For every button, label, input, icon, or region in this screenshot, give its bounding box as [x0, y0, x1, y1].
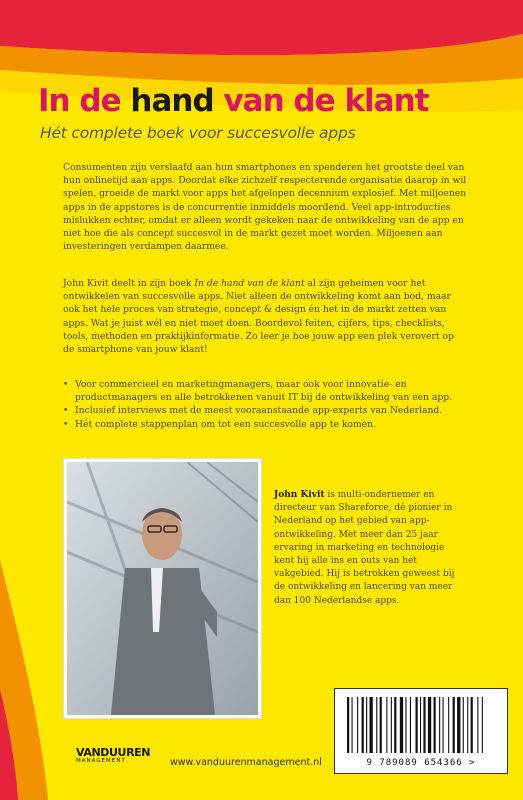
- list-item: • Voor commercieel en marketingmanagers, maar ook voor innovatie- en productmanagers en alle betrokkenen vanuit IT bij de ontwikkeling van een app.: [63, 378, 483, 404]
- publisher-logo: VANDUUREN MANAGEMENT: [76, 746, 151, 764]
- author-bio: John Kivit is multi-ondernemer en directeur van Shareforce, dé pionier in Nederland op het gebied van app-ontwikkeling. Met meer dan 25 jaar ervaring in marketing en technologie kent hij alle ins en outs van het vakgebied. Hij is betrokken geweest bij de ontwikkeling en lancering van meer dan 100 Nederlandse apps.: [274, 490, 455, 606]
- feature-list: [63, 378, 483, 431]
- publisher-website: www.vanduurenmanagement.nl: [170, 757, 322, 768]
- book-title: In de hand van de klant: [38, 83, 429, 119]
- author-paragraph: John Kivit deelt in zijn boek In de hand van de klant al zijn geheimen voor het ontwikkelen van succesvolle apps. Niet alleen de ontwikkeling komt aan bod, maar ook het hele proces van strategie, concept & design én het in de markt zetten van apps. Wat je juist wél en niet moet doen. Boordevol feiten, cijfers, tips, checklists, tools, methoden en praktijkinformatie. Zo leer je hoe jouw app een plek verovert op de smartphone van jouw klant!: [63, 278, 454, 356]
- list-item: • Hét complete stappenplan om tot een succesvolle app te komen.: [63, 418, 483, 431]
- author-photo: [63, 458, 262, 719]
- list-item: • Inclusief interviews met de meest vooraanstaande app-experts van Nederland.: [63, 404, 483, 417]
- isbn-barcode: [334, 688, 508, 774]
- book-subtitle: Hét complete boek voor succesvolle apps: [40, 124, 356, 142]
- isbn-number: 9 789089 654366 >: [366, 758, 476, 768]
- intro-paragraph: Consumenten zijn verslaafd aan hun smartphones en spenderen het grootste deel van hun onlinetijd aan apps. Doordat elke zichzelf respecterende organisatie daarop in wil spelen, groeide de markt voor apps het afgelopen decennium explosief. Met miljoenen apps in de appstores is de concurrentie inmiddels moordend. Veel app-introducties mislukken echter, omdat er alleen wordt gekeken naar de ontwikkeling van de app en niet hoe die als concept succesvol in de markt gezet moet worden. Miljoenen aan investeringen verdampen daarmee.: [63, 162, 467, 253]
